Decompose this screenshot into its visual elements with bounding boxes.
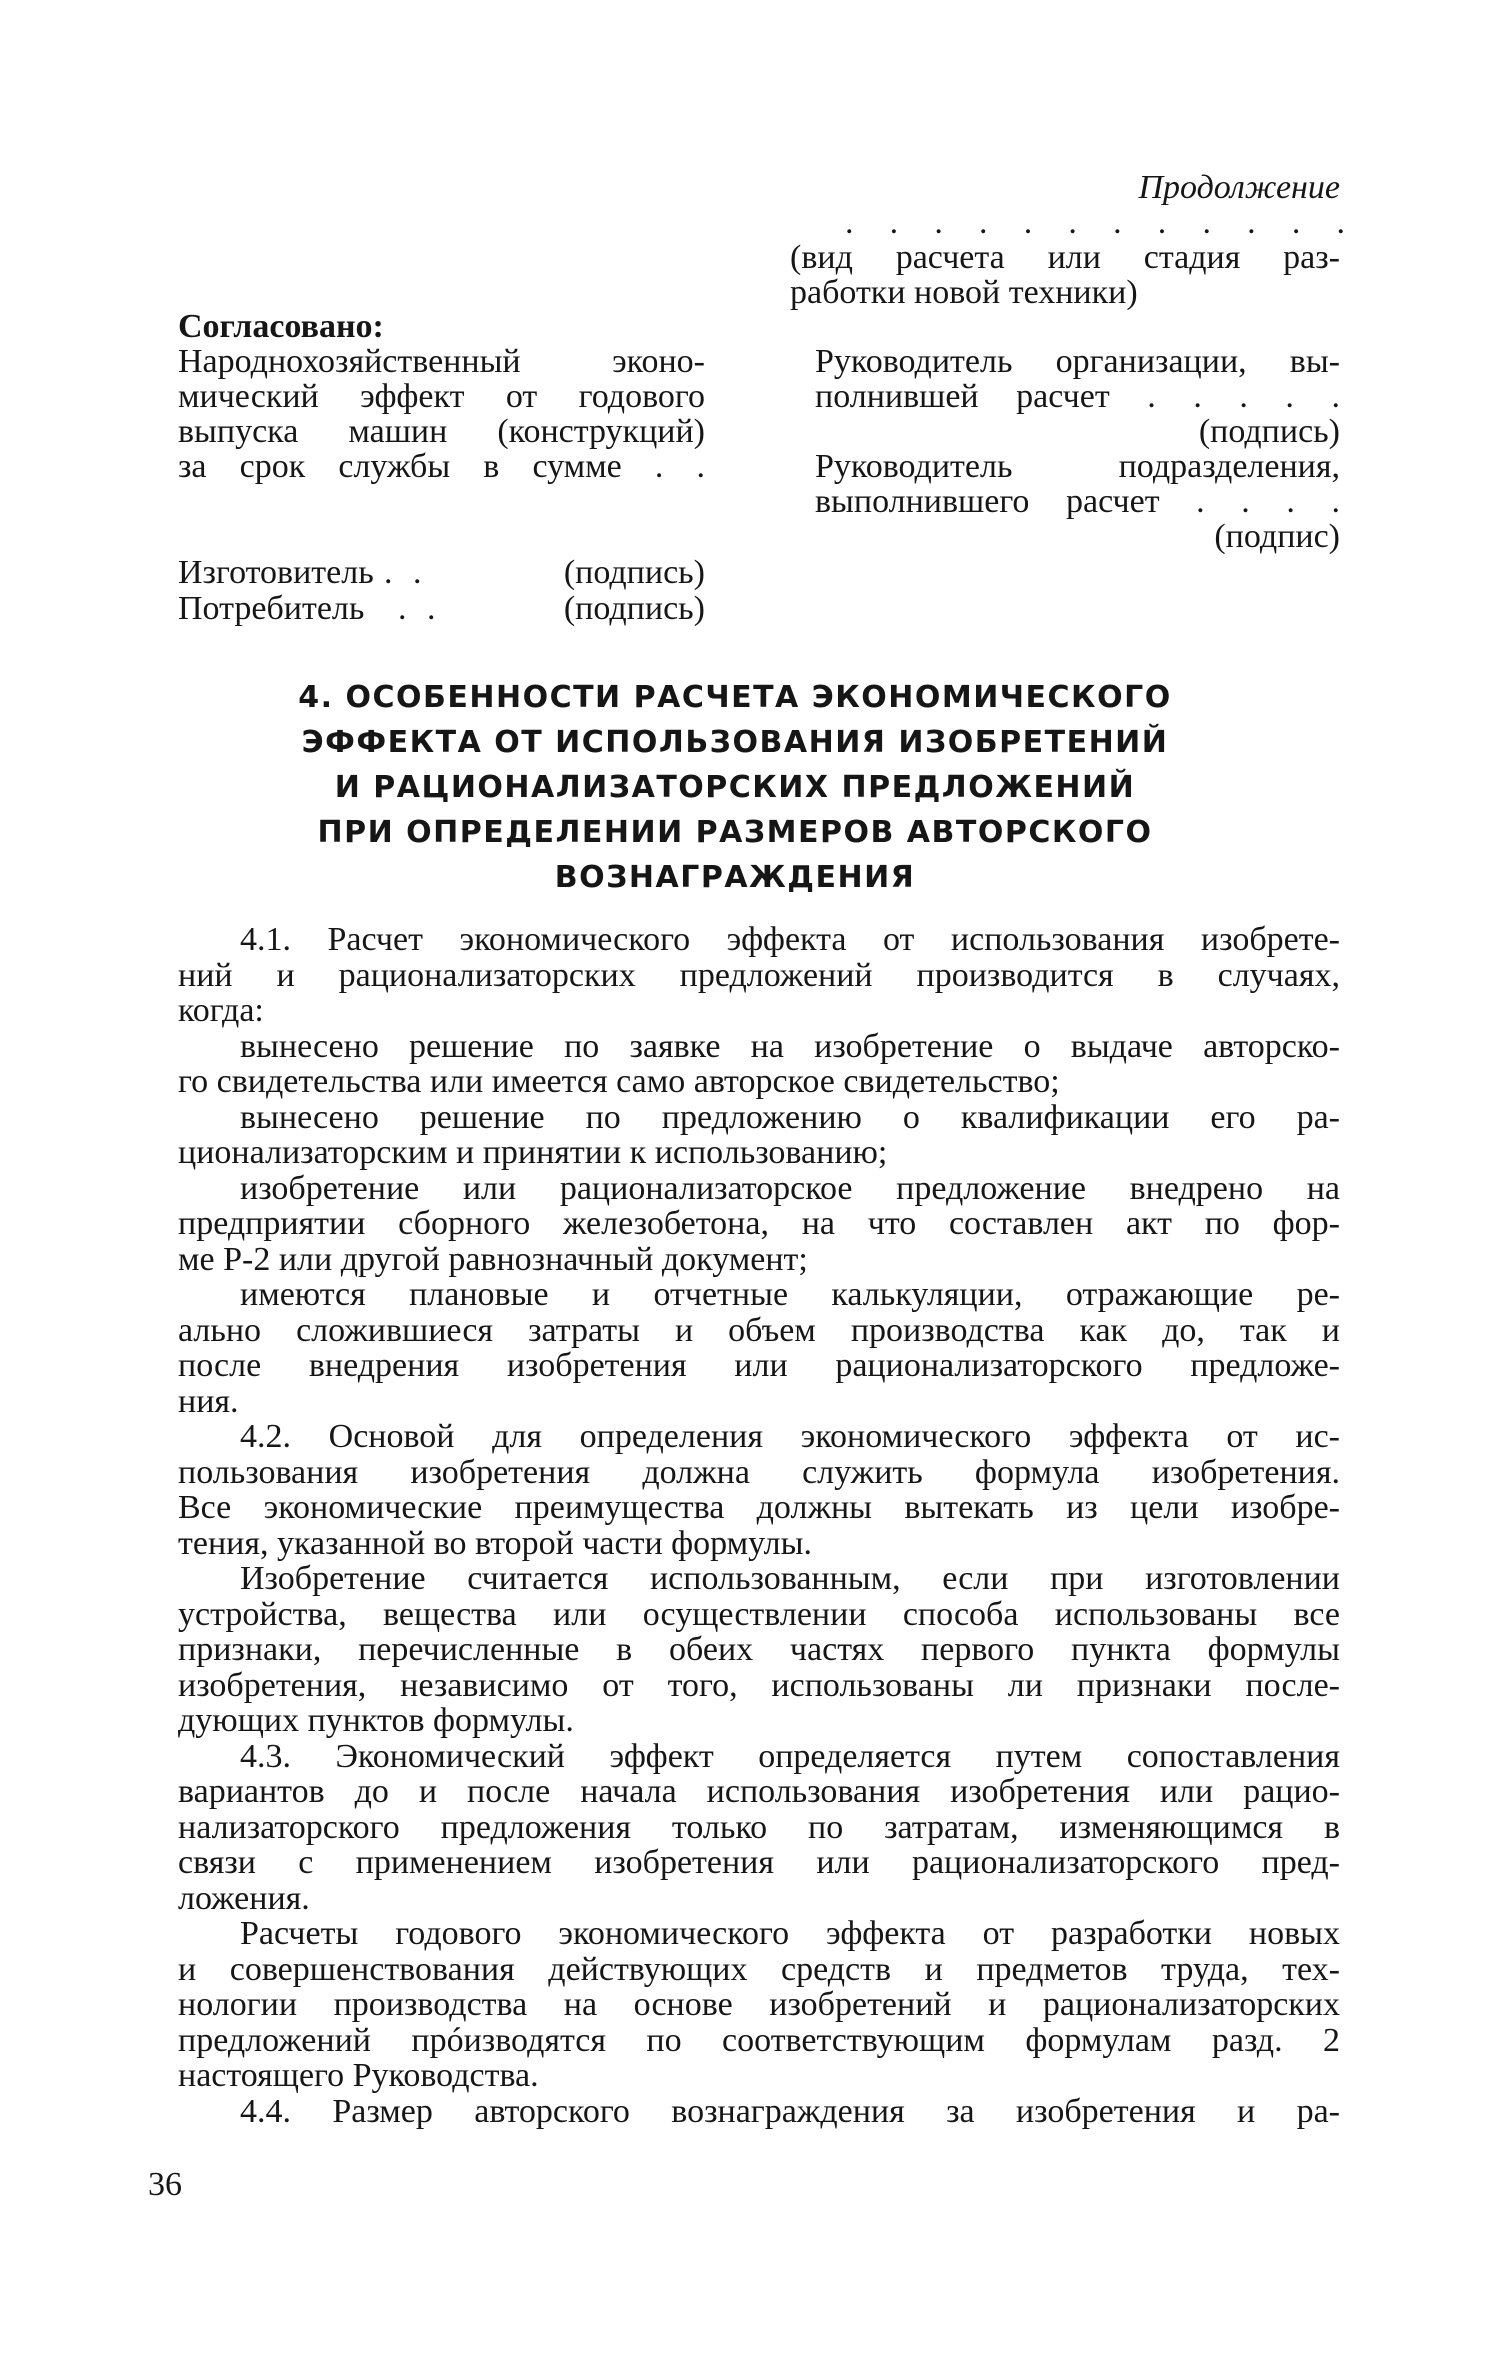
agreement-label: Согласовано:	[178, 309, 384, 344]
text-line: ложения.	[178, 1880, 310, 1916]
text-line: 4.2. Основой для определения экономического эффекта от ис-	[240, 1419, 1340, 1455]
stage-line: (вид расчета или стадия раз-	[790, 240, 1340, 275]
condition-item	[178, 1029, 1340, 1100]
org-signature: (подпись)	[1198, 414, 1340, 449]
manufacturer-dots: . .	[384, 554, 428, 591]
text-line: пользования изобретения должна служить формула изобретения.	[178, 1454, 1340, 1490]
manufacturer-signature-row	[178, 555, 705, 591]
heading-line: 4. ОСОБЕННОСТИ РАСЧЕТА ЭКОНОМИЧЕСКОГО	[298, 680, 1172, 715]
text-line: 4.4. Размер авторского вознаграждения за изобретения и ра-	[240, 2093, 1340, 2129]
text-line: ально сложившиеся затраты и объем производства как до, так и	[178, 1312, 1340, 1348]
agreement-line: мический эффект от годового	[178, 379, 705, 414]
section-body	[178, 922, 1340, 2129]
text-line: и совершенствования действующих средств и предметов труда, тех-	[178, 1951, 1340, 1987]
paragraph-invention-use	[178, 1561, 1340, 1739]
text-line: вынесено решение по предложению о квалификации его ра-	[240, 1099, 1340, 1135]
agreement-block	[178, 309, 705, 484]
manufacturer-signature: (подпись)	[563, 554, 705, 591]
text-line: настоящего Руководства.	[178, 2058, 539, 2094]
text-line: Расчеты годового экономического эффекта от разработки новых	[240, 1916, 1340, 1952]
text-line: Все экономические преимущества должны вытекать из цели изобре-	[178, 1490, 1340, 1526]
dept-head-line: Руководитель подразделения,	[815, 449, 1340, 484]
text-line: связи с применением изобретения или рационализаторского пред-	[178, 1845, 1340, 1881]
heading-line: ПРИ ОПРЕДЕЛЕНИИ РАЗМЕРОВ АВТОРСКОГО	[317, 815, 1153, 850]
section-heading	[178, 675, 1292, 900]
dept-signature: (подпис)	[1214, 519, 1340, 554]
condition-item	[178, 1277, 1340, 1419]
org-head-line: полнившей расчет . . . . .	[815, 379, 1340, 414]
text-line: тения, указанной во второй части формулы.	[178, 1525, 812, 1561]
text-line: когда:	[178, 993, 264, 1029]
text-line: 4.1. Расчет экономического эффекта от использования изобрете-	[240, 922, 1340, 958]
paragraph-4-1	[178, 922, 1340, 1029]
manufacturer-label: Изготовитель	[178, 554, 374, 591]
text-line: изобретение или рационализаторское предложение внедрено на	[240, 1170, 1340, 1206]
condition-item	[178, 1100, 1340, 1171]
text-line: нализаторского предложения только по затратам, изменяющимся в	[178, 1809, 1340, 1845]
calculation-stage-block	[790, 240, 1340, 310]
text-line: ционализаторским и принятии к использованию;	[178, 1135, 888, 1171]
text-line: признаки, перечисленные в обеих частях первого пункта формулы	[178, 1632, 1340, 1668]
text-line: имеются плановые и отчетные калькуляции, отражающие ре-	[240, 1277, 1340, 1313]
consumer-dots: . .	[398, 590, 442, 627]
text-line: Изобретение считается использованным, если при изготовлении	[240, 1561, 1340, 1597]
text-line: дующих пунктов формулы.	[178, 1703, 574, 1739]
paragraph-4-3	[178, 1739, 1340, 1917]
text-line: ния.	[178, 1383, 239, 1419]
stage-line: работки новой техники)	[790, 275, 1138, 310]
paragraph-4-2	[178, 1419, 1340, 1561]
paragraph-4-4	[178, 2094, 1340, 2130]
text-line: после внедрения изобретения или рационализаторского предложе-	[178, 1348, 1340, 1384]
heading-line: ВОЗНАГРАЖДЕНИЯ	[554, 860, 916, 895]
continuation-label: Продолжение	[1138, 169, 1340, 206]
agreement-line: за срок службы в сумме . .	[178, 449, 705, 484]
text-line: предложений прóизводятся по соответствующим формулам разд. 2	[178, 2022, 1340, 2058]
agreement-line: выпуска машин (конструкций)	[178, 414, 705, 449]
text-line: изобретения, независимо от того, использованы ли признаки после-	[178, 1667, 1340, 1703]
text-line: го свидетельства или имеется само авторское свидетельство;	[178, 1064, 1060, 1100]
page-number: 36	[148, 2166, 182, 2203]
fill-in-dots: . . . . . . . . . . . .	[845, 205, 1345, 240]
consumer-signature: (подпись)	[563, 590, 705, 627]
heading-line: И РАЦИОНАЛИЗАТОРСКИХ ПРЕДЛОЖЕНИЙ	[334, 770, 1136, 805]
text-line: 4.3. Экономический эффект определяется путем сопоставления	[240, 1738, 1340, 1774]
consumer-label: Потребитель	[178, 590, 365, 627]
heading-line: ЭФФЕКТА ОТ ИСПОЛЬЗОВАНИЯ ИЗОБРЕТЕНИЙ	[301, 725, 1169, 760]
signatures-left-block	[178, 555, 705, 627]
consumer-signature-row	[178, 591, 705, 627]
text-line: нологии производства на основе изобретений и рационализаторских	[178, 1987, 1340, 2023]
paragraph-annual-effect	[178, 1916, 1340, 2094]
agreement-line: Народнохозяйственный эконо-	[178, 344, 705, 379]
text-line: предприятии сборного железобетона, на что составлен акт по фор-	[178, 1206, 1340, 1242]
signatures-right-block	[815, 344, 1340, 554]
dept-head-line: выполнившего расчет . . . .	[815, 484, 1340, 519]
condition-item	[178, 1171, 1340, 1278]
text-line: устройства, вещества или осуществлении способа использованы все	[178, 1596, 1340, 1632]
text-line: вариантов до и после начала использования изобретения или рацио-	[178, 1774, 1340, 1810]
text-line: ний и рационализаторских предложений производится в случаях,	[178, 957, 1340, 993]
text-line: ме Р-2 или другой равнозначный документ;	[178, 1241, 808, 1277]
org-head-line: Руководитель организации, вы-	[815, 344, 1340, 379]
text-line: вынесено решение по заявке на изобретение о выдаче авторско-	[240, 1028, 1340, 1064]
